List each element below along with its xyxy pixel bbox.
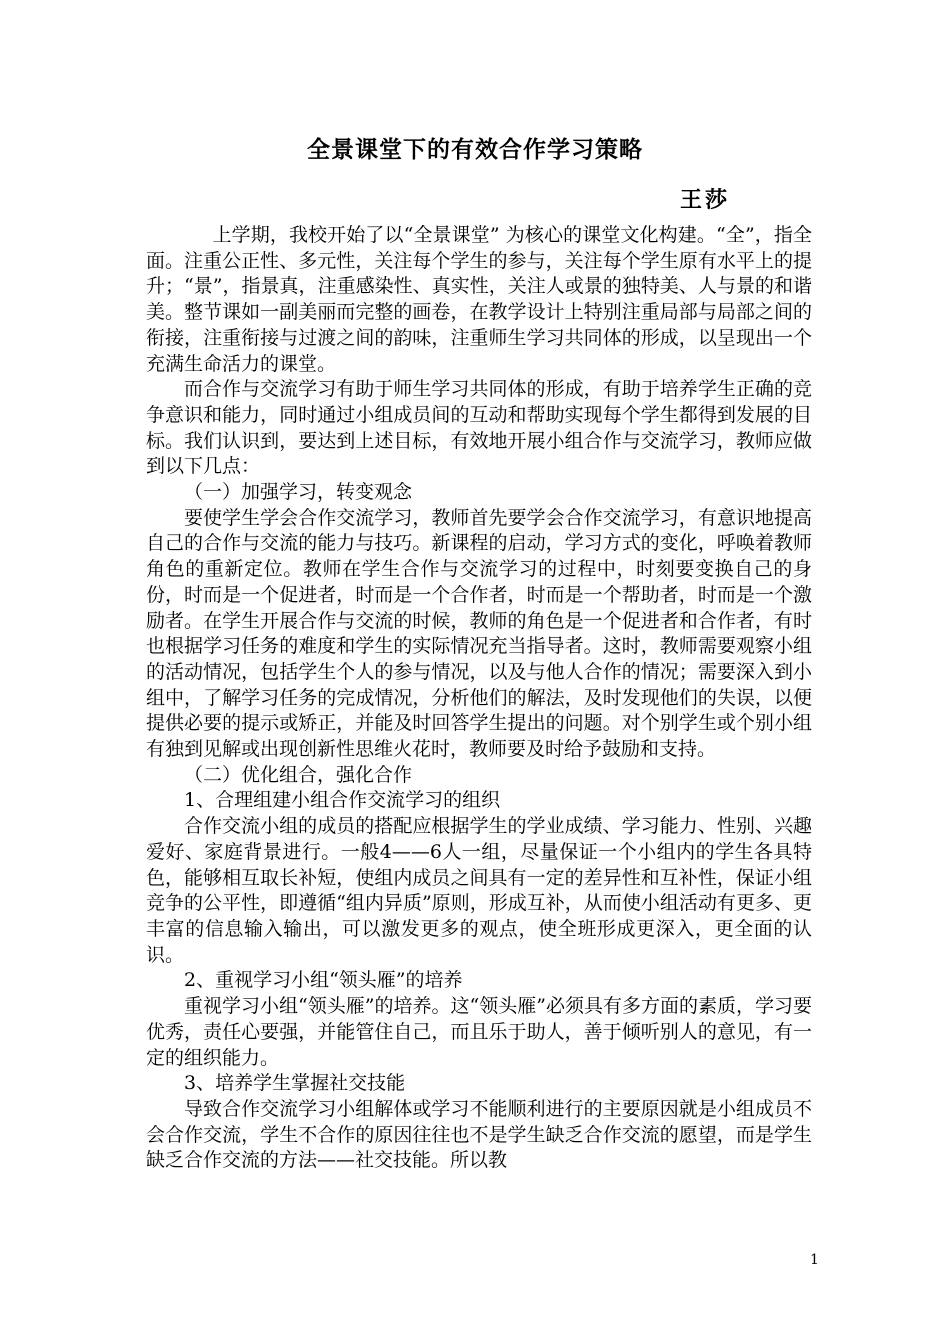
subsection-heading: 3、培养学生掌握社交技能 [184, 1072, 406, 1095]
section-heading: （一）加强学习，转变观念 [184, 481, 413, 504]
paragraph: 导致合作交流学习小组解体或学习不能顺利进行的主要原因就是小组成员不会合作交流，学生不合作的原因往往也不是学生缺乏合作交流的愿望，而是学生缺乏合作交流的方法——社交技能。所以教 [146, 1097, 812, 1172]
subsection-heading: 2、重视学习小组“领头雁”的培养 [184, 969, 463, 992]
section-heading: （二）优化组合，强化合作 [184, 763, 413, 786]
paragraph-intro: 上学期，我校开始了以“全景课堂” 为核心的课堂文化构建。“全”，指全面。注重公正性、多元性，关注每个学生的参与，关注每个学生原有水平上的提升；“景”，指景真，注重感染性、真实性，关注人或景的独特美、人与景的和谐美。整节课如一副美丽而完整的画卷，在教学设计上特别注重局部与局部之间的衔接，注重衔接与过渡之间的韵味，注重师生学习共同体的形成，以呈现出一个充满生命活力的课堂。 [146, 224, 812, 375]
document-body [146, 223, 812, 1174]
page-number: 1 [810, 1252, 819, 1268]
paragraph: 重视学习小组“领头雁”的培养。这“领头雁”必须具有多方面的素质，学习要优秀，责任心要强，并能管住自己，而且乐于助人，善于倾听别人的意见，有一定的组织能力。 [146, 995, 812, 1069]
author-name: 王莎 [680, 188, 731, 213]
paragraph: 而合作与交流学习有助于师生学习共同体的形成，有助于培养学生正确的竞争意识和能力，同时通过小组成员间的互动和帮助实现每个学生都得到发展的目标。我们认识到，要达到上述目标，有效地开展小组合作与交流学习，教师应做到以下几点： [146, 378, 812, 478]
paragraph: 要使学生学会合作交流学习，教师首先要学会合作交流学习，有意识地提高自己的合作与交流的能力与技巧。新课程的启动，学习方式的变化，呼唤着教师角色的重新定位。教师在学生合作与交流学习的过程中，时刻要变换自己的身份，时而是一个促进者，时而是一个合作者，时而是一个帮助者，时而是一个激励者。在学生开展合作与交流的时候，教师的角色是一个促进者和合作者，有时也根据学习任务的难度和学生的实际情况充当指导者。这时，教师需要观察小组的活动情况，包括学生个人的参与情况，以及与他人合作的情况；需要深入到小组中，了解学习任务的完成情况，分析他们的解法，及时发现他们的失误，以便提供必要的提示或矫正，并能及时回答学生提出的问题。对个别学生或个别小组有独到见解或出现创新性思维火花时，教师要及时给予鼓励和支持。 [146, 506, 812, 761]
paragraph: 合作交流小组的成员的搭配应根据学生的学业成绩、学习能力、性别、兴趣爱好、家庭背景进行。一般4——6人一组，尽量保证一个小组内的学生各具特色，能够相互取长补短，使组内成员之间具有一定的差异性和互补性，保证小组竞争的公平性，即遵循“组内异质”原则，形成互补，从而使小组活动有更多、更丰富的信息输入输出，可以激发更多的观点，使全班形成更深入，更全面的认识。 [146, 815, 812, 966]
document-title: 全景课堂下的有效合作学习策略 [307, 137, 643, 163]
subsection-heading: 1、合理组建小组合作交流学习的组织 [184, 789, 501, 812]
